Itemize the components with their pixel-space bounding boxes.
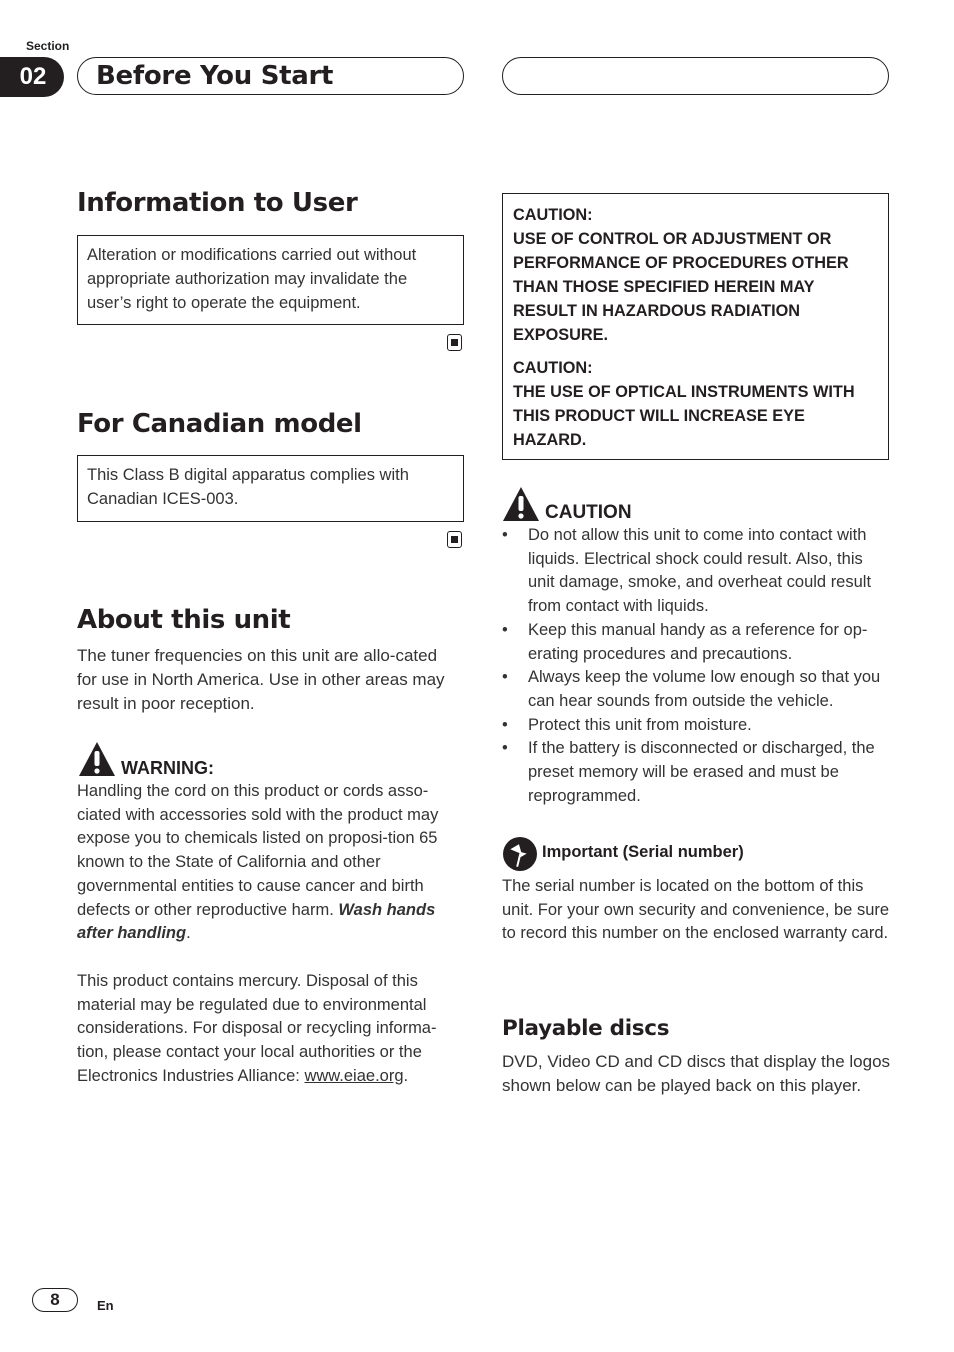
empty-header-pill (502, 57, 889, 95)
warning-text: Handling the cord on this product or cords asso-ciated with accessories sold with the product may expose you to chemicals listed on proposi-tion 65 known to the State of California and other governmental entities to cause cancer and birth defects or other reproductive harm. (77, 782, 439, 919)
section-title: Before You Start (96, 61, 334, 91)
warning-label: WARNING: (121, 758, 214, 778)
caution-list (502, 524, 892, 808)
caution-label: CAUTION (545, 502, 632, 523)
caution-radiation-box (502, 193, 889, 460)
end-mark-icon (447, 531, 462, 548)
warning-emphasis: Wash hands after handling (77, 900, 436, 943)
caution-item: • Always keep the volume low enough so that you can hear sounds from outside the vehicle. (502, 666, 892, 713)
page-number: 8 (32, 1288, 78, 1312)
eiae-link[interactable]: www.eiae.org (304, 1066, 404, 1085)
playable-heading: Playable discs (502, 1016, 670, 1041)
caution-item: • Protect this unit from moisture. (502, 714, 892, 738)
section-title-pill (77, 57, 464, 95)
mercury-paragraph (77, 970, 464, 1089)
caution-radiation-text: CAUTION: USE OF CONTROL OR ADJUSTMENT OR PERFORMANCE OF PROCEDURES OTHER THAN THOSE SPECIFIED HEREIN MAY RESULT IN HAZARDOUS RADIATION EXPOSURE. (513, 206, 849, 344)
section-label: Section (26, 39, 70, 53)
end-mark-icon (447, 334, 462, 351)
warning-triangle-icon (78, 741, 116, 782)
mercury-text: This product contains mercury. Disposal of this material may be regulated due to environmental considerations. For disposal or recycling informa-tion, please contact your local authorities or the Electronics Industries Alliance: (77, 972, 437, 1085)
caution-optical-text: CAUTION: THE USE OF OPTICAL INSTRUMENTS WITH THIS PRODUCT WILL INCREASE EYE HAZARD. (513, 359, 855, 449)
caution-item: • Keep this manual handy as a reference for op-erating procedures and precautions. (502, 619, 892, 666)
language-code: En (97, 1298, 114, 1313)
playable-text: DVD, Video CD and CD discs that display the logos shown below can be played back on this player. (502, 1052, 891, 1095)
important-pin-icon (502, 836, 538, 877)
info-to-user-box: Alteration or modifications carried out without appropriate authorization may invalidate the user’s right to operate the equipment. (77, 235, 464, 325)
info-to-user-heading: Information to User (77, 188, 358, 218)
warning-end: . (186, 924, 191, 943)
important-text: The serial number is located on the bottom of this unit. For your own security and convenience, be sure to record this number on the enclosed warranty card. (502, 877, 890, 943)
caution-item: • Do not allow this unit to come into contact with liquids. Electrical shock could result. Also, this unit damage, smoke, and overheat could result from contact with liquids. (502, 524, 892, 619)
canadian-heading: For Canadian model (77, 409, 362, 439)
section-number: 02 (0, 57, 64, 97)
warning-paragraph (77, 780, 464, 946)
caution-item: • If the battery is disconnected or discharged, the preset memory will be erased and must be reprogrammed. (502, 737, 892, 808)
about-text: The tuner frequencies on this unit are allo-cated for use in North America. Use in other areas may result in poor reception. (77, 646, 445, 713)
canadian-box: This Class B digital apparatus complies with Canadian ICES-003. (77, 455, 464, 522)
about-heading: About this unit (77, 605, 291, 635)
important-label: Important (Serial number) (542, 843, 744, 861)
mercury-end: . (403, 1066, 409, 1085)
caution-triangle-icon (502, 486, 540, 527)
